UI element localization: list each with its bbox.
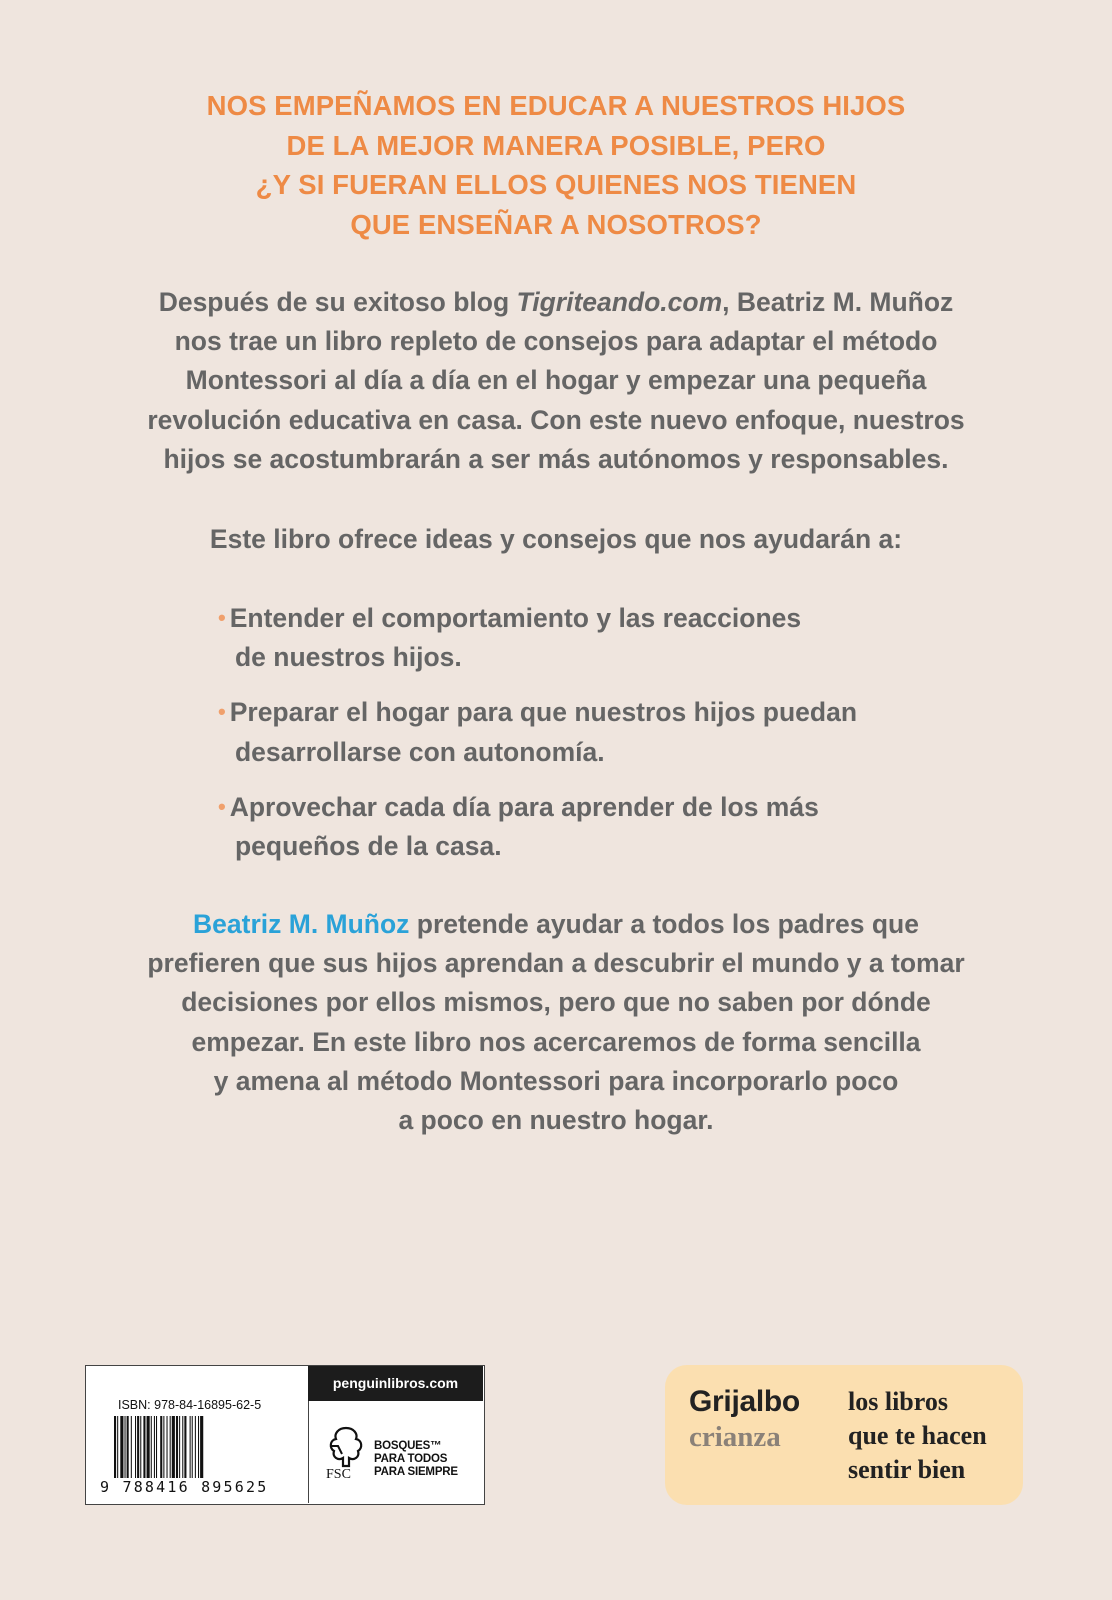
barcode-bar (125, 1416, 126, 1478)
offer-text: Este libro ofrece ideas y consejos que nos ayudarán a: (209, 524, 903, 554)
barcode-bar (137, 1416, 139, 1478)
headline-line: ¿Y SI FUERAN ELLOS QUIENES NOS TIENEN (255, 169, 857, 200)
fsc-slogan (374, 1440, 458, 1479)
barcode-bar (114, 1416, 116, 1478)
barcode-bar (184, 1416, 186, 1478)
barcode-bar (160, 1416, 162, 1478)
intro-line: nos trae un libro repleto de consejos para adaptar el método (174, 326, 938, 357)
list-item-text: desarrollarse con autonomía. (235, 736, 605, 767)
tagline-line: sentir bien (848, 1455, 966, 1484)
list-item-text: Preparar el hogar para que nuestros hijos puedan (229, 697, 858, 728)
barcode-bar (195, 1416, 196, 1478)
barcode-bar (154, 1416, 155, 1478)
bullet-icon: • (218, 793, 226, 819)
intro-line: revolución educativa en casa. Con este nuevo enfoque, nuestros (147, 404, 965, 435)
headline-line: NOS EMPEÑAMOS EN EDUCAR A NUESTROS HIJOS (206, 90, 906, 121)
fsc-tree-icon (324, 1424, 368, 1468)
offer-sentence (0, 520, 1112, 559)
barcode-panel (85, 1365, 485, 1505)
headline-line: QUE ENSEÑAR A NOSOTROS? (350, 208, 762, 240)
barcode-bar (140, 1416, 141, 1478)
barcode-bar (176, 1416, 178, 1478)
closing-line: y amena al método Montessori para incorporarlo poco (213, 1065, 899, 1096)
closing-line: decisiones por ellos mismos, pero que no saben por dónde (181, 987, 931, 1018)
list-item-text: Aprovechar cada día para aprender de los más (229, 791, 819, 822)
intro-line: hijos se acostumbrarán a ser más autónomos y responsables. (163, 443, 949, 474)
tagline-line: que te hacen (848, 1421, 987, 1450)
headline (0, 86, 1112, 244)
author-name: Beatriz M. Muñoz (193, 909, 410, 939)
barcode-bar (167, 1416, 168, 1478)
list-item-text: de nuestros hijos. (235, 642, 462, 673)
closing-line (0, 905, 1112, 944)
list-item (218, 598, 978, 677)
intro-text: , Beatriz M. Muñoz (722, 287, 954, 317)
headline-line: DE LA MEJOR MANERA POSIBLE, PERO (286, 129, 826, 161)
list-item (218, 692, 978, 771)
barcode-bar (172, 1416, 175, 1478)
barcode-bar (198, 1416, 199, 1478)
barcode-bar (192, 1416, 193, 1478)
closing-paragraph (0, 905, 1112, 1140)
list-item-text: Entender el comportamiento y las reacciones (229, 603, 802, 633)
barcode-bar (151, 1416, 152, 1478)
barcode-bar (190, 1416, 191, 1478)
isbn-barcode (86, 1366, 309, 1503)
barcode-bar (120, 1416, 123, 1478)
closing-line: prefieren que sus hijos aprendan a descubrir el mundo y a tomar (147, 948, 965, 979)
barcode-bar (182, 1416, 183, 1478)
intro-line: Montessori al día a día en el hogar y empezar una pequeña (185, 365, 927, 396)
barcode-icon (114, 1416, 282, 1478)
barcode-bar (127, 1416, 129, 1478)
list-item (218, 787, 978, 866)
isbn-number: ISBN: 978-84-16895-62-5 (118, 1398, 262, 1412)
barcode-bar (131, 1416, 132, 1478)
barcode-bar (163, 1416, 164, 1478)
closing-line: a poco en nuestro hogar. (398, 1105, 714, 1136)
benefits-list (218, 598, 978, 881)
barcode-bar (147, 1416, 150, 1478)
blog-name: Tigriteando.com (516, 287, 723, 317)
barcode-digits: 9 788416 895625 (100, 1478, 269, 1496)
list-item-text: pequeños de la casa. (235, 831, 502, 862)
barcode-bar (117, 1416, 118, 1478)
bullet-icon: • (218, 699, 226, 725)
fsc-slogan-line: PARA TODOS (374, 1453, 448, 1465)
bullet-icon: • (218, 605, 226, 630)
barcode-bar (143, 1416, 145, 1478)
fsc-label: FSC (326, 1467, 351, 1482)
closing-text: pretende ayudar a todos los padres que (409, 909, 919, 939)
certification-panel (308, 1366, 483, 1503)
barcode-bar (200, 1416, 203, 1478)
publisher-tagline (848, 1385, 987, 1487)
publisher-website: penguinlibros.com (308, 1366, 483, 1401)
barcode-bar (135, 1416, 136, 1478)
fsc-slogan-line: PARA SIEMPRE (374, 1466, 458, 1478)
closing-line: empezar. En este libro nos acercaremos de forma sencilla (191, 1026, 921, 1057)
publisher-badge (665, 1365, 1023, 1505)
tagline-line: los libros (848, 1387, 948, 1416)
intro-paragraph (0, 283, 1112, 479)
intro-text: Después de su exitoso blog (158, 287, 517, 317)
barcode-bar (170, 1416, 171, 1478)
barcode-bar (179, 1416, 180, 1478)
barcode-bar (156, 1416, 157, 1478)
intro-line (0, 283, 1112, 322)
collection-name: crianza (689, 1421, 781, 1453)
publisher-brand: Grijalbo (689, 1385, 800, 1418)
fsc-slogan-line: BOSQUES™ (374, 1440, 442, 1452)
